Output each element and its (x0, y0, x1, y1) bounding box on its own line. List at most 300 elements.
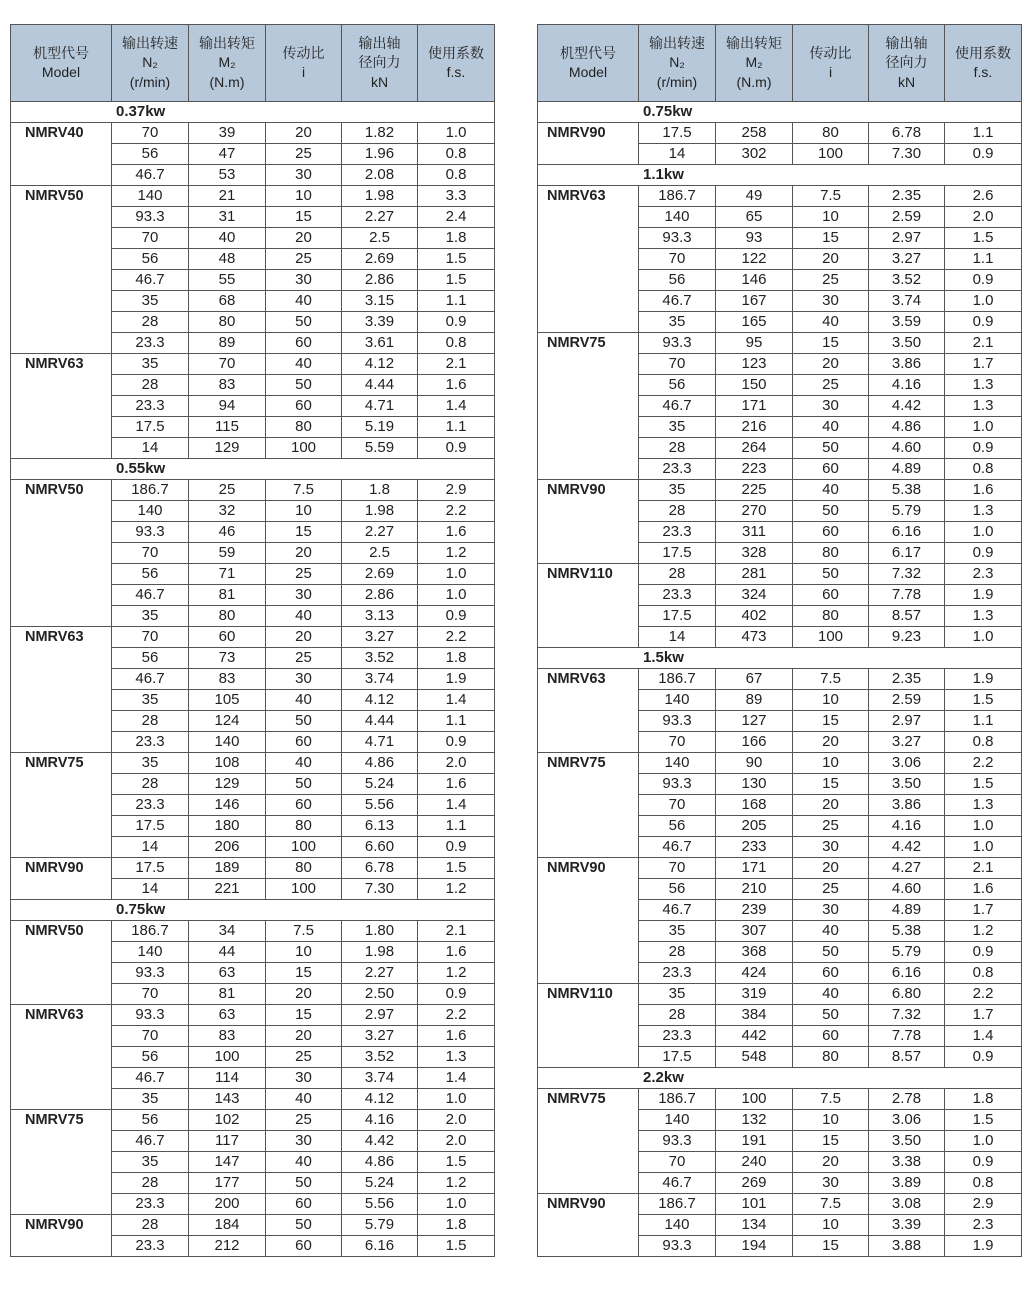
service-factor-cell: 1.0 (945, 837, 1022, 858)
speed-cell: 35 (639, 417, 716, 438)
ratio-cell: 50 (266, 711, 342, 732)
torque-cell: 270 (716, 501, 793, 522)
radial-force-cell: 2.97 (869, 711, 945, 732)
radial-force-cell: 2.35 (869, 669, 945, 690)
table-row (538, 123, 1022, 144)
radial-force-cell: 3.08 (869, 1194, 945, 1215)
service-factor-cell: 1.2 (418, 543, 495, 564)
power-rating-label: 1.1kw (538, 165, 1022, 186)
service-factor-cell: 1.2 (418, 1173, 495, 1194)
radial-force-cell: 4.44 (342, 711, 418, 732)
radial-force-cell: 2.5 (342, 228, 418, 249)
speed-cell: 70 (639, 354, 716, 375)
torque-cell: 124 (189, 711, 266, 732)
ratio-cell: 40 (793, 921, 869, 942)
ratio-cell: 80 (266, 417, 342, 438)
radial-force-cell: 7.30 (342, 879, 418, 900)
ratio-cell: 40 (266, 1089, 342, 1110)
service-factor-cell: 2.1 (945, 858, 1022, 879)
ratio-cell: 15 (793, 333, 869, 354)
torque-cell: 65 (716, 207, 793, 228)
speed-cell: 23.3 (112, 795, 189, 816)
service-factor-cell: 1.0 (945, 291, 1022, 312)
table-row (11, 186, 495, 207)
service-factor-cell: 0.9 (418, 837, 495, 858)
service-factor-cell: 2.2 (418, 1005, 495, 1026)
speed-cell: 70 (112, 228, 189, 249)
radial-force-cell: 5.38 (869, 480, 945, 501)
model-cell: NMRV90 (538, 480, 639, 564)
ratio-cell: 15 (266, 207, 342, 228)
ratio-cell: 15 (793, 711, 869, 732)
header-radial-force: 输出轴 径向力 kN (342, 25, 418, 102)
service-factor-cell: 1.5 (418, 270, 495, 291)
ratio-cell: 30 (793, 837, 869, 858)
service-factor-cell: 0.9 (418, 606, 495, 627)
service-factor-cell: 0.9 (418, 312, 495, 333)
radial-force-cell: 5.24 (342, 774, 418, 795)
service-factor-cell: 2.2 (418, 627, 495, 648)
torque-cell: 100 (189, 1047, 266, 1068)
speed-cell: 35 (112, 354, 189, 375)
ratio-cell: 10 (266, 186, 342, 207)
speed-cell: 46.7 (112, 270, 189, 291)
radial-force-cell: 6.60 (342, 837, 418, 858)
service-factor-cell: 2.2 (418, 501, 495, 522)
ratio-cell: 60 (266, 732, 342, 753)
selection-table-right (537, 24, 1021, 1257)
speed-cell: 23.3 (112, 1194, 189, 1215)
torque-cell: 46 (189, 522, 266, 543)
service-factor-cell: 1.6 (418, 1026, 495, 1047)
torque-cell: 127 (716, 711, 793, 732)
service-factor-cell: 1.0 (418, 1194, 495, 1215)
ratio-cell: 40 (266, 354, 342, 375)
header-ratio: 传动比 i (266, 25, 342, 102)
speed-cell: 14 (112, 438, 189, 459)
speed-cell: 23.3 (639, 963, 716, 984)
radial-force-cell: 4.86 (869, 417, 945, 438)
ratio-cell: 25 (266, 564, 342, 585)
radial-force-cell: 4.42 (342, 1131, 418, 1152)
ratio-cell: 15 (266, 522, 342, 543)
radial-force-cell: 7.78 (869, 585, 945, 606)
ratio-cell: 20 (266, 1026, 342, 1047)
radial-force-cell: 4.60 (869, 879, 945, 900)
header-model: 机型代号 Model (11, 25, 112, 102)
speed-cell: 56 (112, 1110, 189, 1131)
speed-cell: 35 (112, 1089, 189, 1110)
ratio-cell: 80 (793, 606, 869, 627)
service-factor-cell: 2.9 (418, 480, 495, 501)
speed-cell: 70 (112, 1026, 189, 1047)
service-factor-cell: 1.9 (945, 669, 1022, 690)
speed-cell: 140 (639, 753, 716, 774)
radial-force-cell: 4.60 (869, 438, 945, 459)
radial-force-cell: 2.86 (342, 270, 418, 291)
torque-cell: 424 (716, 963, 793, 984)
torque-cell: 31 (189, 207, 266, 228)
ratio-cell: 30 (793, 1173, 869, 1194)
speed-cell: 28 (639, 564, 716, 585)
torque-cell: 95 (716, 333, 793, 354)
ratio-cell: 100 (266, 438, 342, 459)
service-factor-cell: 0.9 (418, 984, 495, 1005)
torque-cell: 73 (189, 648, 266, 669)
speed-cell: 186.7 (112, 921, 189, 942)
ratio-cell: 100 (793, 144, 869, 165)
service-factor-cell: 1.6 (418, 522, 495, 543)
radial-force-cell: 3.50 (869, 1131, 945, 1152)
model-cell: NMRV63 (11, 354, 112, 459)
service-factor-cell: 2.1 (418, 921, 495, 942)
radial-force-cell: 4.44 (342, 375, 418, 396)
torque-cell: 191 (716, 1131, 793, 1152)
service-factor-cell: 1.1 (418, 291, 495, 312)
ratio-cell: 7.5 (266, 480, 342, 501)
radial-force-cell: 4.16 (869, 375, 945, 396)
model-cell: NMRV75 (538, 753, 639, 858)
model-cell: NMRV90 (11, 1215, 112, 1257)
speed-cell: 23.3 (639, 1026, 716, 1047)
torque-cell: 81 (189, 984, 266, 1005)
torque-cell: 180 (189, 816, 266, 837)
torque-cell: 184 (189, 1215, 266, 1236)
speed-cell: 23.3 (639, 459, 716, 480)
speed-cell: 93.3 (639, 228, 716, 249)
speed-cell: 56 (112, 249, 189, 270)
speed-cell: 35 (112, 753, 189, 774)
model-cell: NMRV110 (538, 984, 639, 1068)
power-rating-row (538, 1068, 1022, 1089)
torque-cell: 258 (716, 123, 793, 144)
ratio-cell: 20 (266, 543, 342, 564)
speed-cell: 35 (112, 1152, 189, 1173)
service-factor-cell: 2.3 (945, 564, 1022, 585)
radial-force-cell: 6.80 (869, 984, 945, 1005)
speed-cell: 14 (112, 837, 189, 858)
torque-cell: 115 (189, 417, 266, 438)
power-rating-label: 1.5kw (538, 648, 1022, 669)
radial-force-cell: 2.59 (869, 690, 945, 711)
ratio-cell: 60 (266, 795, 342, 816)
speed-cell: 186.7 (639, 1089, 716, 1110)
service-factor-cell: 0.8 (945, 963, 1022, 984)
power-rating-row (538, 102, 1022, 123)
torque-cell: 324 (716, 585, 793, 606)
model-cell: NMRV75 (538, 333, 639, 480)
ratio-cell: 100 (266, 837, 342, 858)
torque-cell: 473 (716, 627, 793, 648)
torque-cell: 34 (189, 921, 266, 942)
speed-cell: 35 (112, 291, 189, 312)
torque-cell: 205 (716, 816, 793, 837)
torque-cell: 94 (189, 396, 266, 417)
speed-cell: 56 (639, 270, 716, 291)
ratio-cell: 20 (266, 627, 342, 648)
service-factor-cell: 1.5 (945, 774, 1022, 795)
radial-force-cell: 3.88 (869, 1236, 945, 1257)
speed-cell: 28 (112, 312, 189, 333)
ratio-cell: 40 (793, 984, 869, 1005)
ratio-cell: 25 (266, 249, 342, 270)
torque-cell: 130 (716, 774, 793, 795)
speed-cell: 28 (639, 438, 716, 459)
service-factor-cell: 1.0 (418, 123, 495, 144)
radial-force-cell: 2.27 (342, 207, 418, 228)
torque-cell: 53 (189, 165, 266, 186)
torque-cell: 25 (189, 480, 266, 501)
ratio-cell: 7.5 (266, 921, 342, 942)
radial-force-cell: 3.15 (342, 291, 418, 312)
speed-cell: 93.3 (639, 333, 716, 354)
radial-force-cell: 3.39 (869, 1215, 945, 1236)
power-rating-row (538, 165, 1022, 186)
radial-force-cell: 3.74 (342, 669, 418, 690)
radial-force-cell: 4.42 (869, 837, 945, 858)
speed-cell: 186.7 (112, 480, 189, 501)
table-row (11, 1215, 495, 1236)
speed-cell: 186.7 (639, 1194, 716, 1215)
ratio-cell: 15 (793, 228, 869, 249)
service-factor-cell: 1.3 (418, 1047, 495, 1068)
speed-cell: 28 (112, 774, 189, 795)
speed-cell: 93.3 (112, 522, 189, 543)
radial-force-cell: 7.78 (869, 1026, 945, 1047)
service-factor-cell: 1.4 (418, 690, 495, 711)
service-factor-cell: 2.0 (945, 207, 1022, 228)
service-factor-cell: 2.2 (945, 984, 1022, 1005)
radial-force-cell: 3.27 (869, 249, 945, 270)
torque-cell: 117 (189, 1131, 266, 1152)
header-output-torque: 输出转矩 M₂ (N.m) (716, 25, 793, 102)
speed-cell: 14 (112, 879, 189, 900)
ratio-cell: 10 (793, 207, 869, 228)
service-factor-cell: 1.7 (945, 354, 1022, 375)
service-factor-cell: 1.4 (418, 1068, 495, 1089)
service-factor-cell: 1.6 (418, 774, 495, 795)
speed-cell: 28 (639, 942, 716, 963)
torque-cell: 81 (189, 585, 266, 606)
radial-force-cell: 1.82 (342, 123, 418, 144)
speed-cell: 46.7 (639, 837, 716, 858)
ratio-cell: 20 (793, 249, 869, 270)
radial-force-cell: 4.89 (869, 900, 945, 921)
table-row (538, 333, 1022, 354)
torque-cell: 147 (189, 1152, 266, 1173)
torque-cell: 129 (189, 438, 266, 459)
radial-force-cell: 2.97 (342, 1005, 418, 1026)
ratio-cell: 80 (266, 816, 342, 837)
torque-cell: 132 (716, 1110, 793, 1131)
service-factor-cell: 1.0 (945, 522, 1022, 543)
ratio-cell: 25 (793, 879, 869, 900)
speed-cell: 140 (112, 501, 189, 522)
service-factor-cell: 1.4 (418, 795, 495, 816)
speed-cell: 56 (639, 816, 716, 837)
model-cell: NMRV90 (538, 1194, 639, 1257)
radial-force-cell: 1.98 (342, 942, 418, 963)
ratio-cell: 30 (266, 669, 342, 690)
torque-cell: 105 (189, 690, 266, 711)
ratio-cell: 25 (266, 648, 342, 669)
radial-force-cell: 3.86 (869, 795, 945, 816)
table-row (538, 1194, 1022, 1215)
radial-force-cell: 1.98 (342, 501, 418, 522)
ratio-cell: 15 (793, 774, 869, 795)
power-rating-label: 0.37kw (11, 102, 495, 123)
speed-cell: 23.3 (639, 585, 716, 606)
service-factor-cell: 0.8 (945, 459, 1022, 480)
model-cell: NMRV75 (11, 753, 112, 858)
torque-cell: 80 (189, 312, 266, 333)
torque-cell: 311 (716, 522, 793, 543)
radial-force-cell: 1.80 (342, 921, 418, 942)
torque-cell: 150 (716, 375, 793, 396)
torque-cell: 122 (716, 249, 793, 270)
ratio-cell: 30 (266, 270, 342, 291)
speed-cell: 56 (639, 375, 716, 396)
torque-cell: 108 (189, 753, 266, 774)
speed-cell: 70 (639, 795, 716, 816)
speed-cell: 14 (639, 627, 716, 648)
service-factor-cell: 0.8 (418, 165, 495, 186)
speed-cell: 56 (112, 648, 189, 669)
header-radial-force: 输出轴 径向力 kN (869, 25, 945, 102)
speed-cell: 17.5 (639, 1047, 716, 1068)
radial-force-cell: 6.13 (342, 816, 418, 837)
ratio-cell: 40 (266, 753, 342, 774)
radial-force-cell: 2.97 (869, 228, 945, 249)
table-row (11, 753, 495, 774)
speed-cell: 35 (112, 690, 189, 711)
torque-cell: 368 (716, 942, 793, 963)
radial-force-cell: 3.52 (869, 270, 945, 291)
ratio-cell: 60 (266, 1236, 342, 1257)
speed-cell: 17.5 (639, 606, 716, 627)
service-factor-cell: 1.8 (945, 1089, 1022, 1110)
torque-cell: 223 (716, 459, 793, 480)
speed-cell: 23.3 (112, 732, 189, 753)
table-row (538, 186, 1022, 207)
service-factor-cell: 1.1 (945, 711, 1022, 732)
service-factor-cell: 1.6 (418, 942, 495, 963)
radial-force-cell: 2.35 (869, 186, 945, 207)
service-factor-cell: 2.1 (418, 354, 495, 375)
ratio-cell: 30 (793, 900, 869, 921)
radial-force-cell: 4.89 (869, 459, 945, 480)
service-factor-cell: 1.7 (945, 1005, 1022, 1026)
speed-cell: 56 (639, 879, 716, 900)
power-rating-row (11, 102, 495, 123)
torque-cell: 67 (716, 669, 793, 690)
torque-cell: 134 (716, 1215, 793, 1236)
speed-cell: 23.3 (112, 1236, 189, 1257)
torque-cell: 83 (189, 669, 266, 690)
ratio-cell: 80 (793, 123, 869, 144)
speed-cell: 46.7 (112, 1131, 189, 1152)
radial-force-cell: 3.06 (869, 753, 945, 774)
radial-force-cell: 5.59 (342, 438, 418, 459)
speed-cell: 140 (112, 186, 189, 207)
radial-force-cell: 3.50 (869, 333, 945, 354)
ratio-cell: 15 (266, 1005, 342, 1026)
ratio-cell: 25 (793, 270, 869, 291)
ratio-cell: 50 (266, 312, 342, 333)
speed-cell: 23.3 (639, 522, 716, 543)
torque-cell: 63 (189, 963, 266, 984)
radial-force-cell: 3.39 (342, 312, 418, 333)
ratio-cell: 100 (266, 879, 342, 900)
torque-cell: 212 (189, 1236, 266, 1257)
torque-cell: 40 (189, 228, 266, 249)
ratio-cell: 7.5 (793, 1194, 869, 1215)
gear-motor-table-right (537, 24, 1022, 1257)
speed-cell: 140 (639, 690, 716, 711)
ratio-cell: 40 (266, 291, 342, 312)
ratio-cell: 10 (793, 1110, 869, 1131)
service-factor-cell: 1.2 (418, 963, 495, 984)
service-factor-cell: 1.9 (945, 1236, 1022, 1257)
radial-force-cell: 3.52 (342, 1047, 418, 1068)
radial-force-cell: 6.16 (342, 1236, 418, 1257)
ratio-cell: 50 (266, 375, 342, 396)
radial-force-cell: 3.06 (869, 1110, 945, 1131)
speed-cell: 186.7 (639, 669, 716, 690)
ratio-cell: 25 (793, 375, 869, 396)
ratio-cell: 80 (266, 858, 342, 879)
service-factor-cell: 1.0 (945, 816, 1022, 837)
ratio-cell: 25 (266, 1047, 342, 1068)
radial-force-cell: 3.74 (342, 1068, 418, 1089)
torque-cell: 32 (189, 501, 266, 522)
service-factor-cell: 1.5 (945, 228, 1022, 249)
service-factor-cell: 1.0 (945, 1131, 1022, 1152)
ratio-cell: 15 (266, 963, 342, 984)
torque-cell: 167 (716, 291, 793, 312)
radial-force-cell: 4.42 (869, 396, 945, 417)
header-model: 机型代号 Model (538, 25, 639, 102)
torque-cell: 49 (716, 186, 793, 207)
speed-cell: 17.5 (112, 858, 189, 879)
ratio-cell: 25 (266, 1110, 342, 1131)
radial-force-cell: 2.69 (342, 564, 418, 585)
speed-cell: 35 (639, 480, 716, 501)
radial-force-cell: 5.79 (869, 501, 945, 522)
torque-cell: 101 (716, 1194, 793, 1215)
power-rating-label: 0.75kw (11, 900, 495, 921)
selection-table-left (10, 24, 494, 1257)
table-row (11, 1110, 495, 1131)
speed-cell: 70 (112, 984, 189, 1005)
radial-force-cell: 5.56 (342, 1194, 418, 1215)
torque-cell: 200 (189, 1194, 266, 1215)
speed-cell: 46.7 (112, 165, 189, 186)
service-factor-cell: 2.0 (418, 753, 495, 774)
radial-force-cell: 4.86 (342, 753, 418, 774)
ratio-cell: 10 (793, 690, 869, 711)
radial-force-cell: 2.86 (342, 585, 418, 606)
torque-cell: 206 (189, 837, 266, 858)
service-factor-cell: 1.4 (418, 396, 495, 417)
radial-force-cell: 4.71 (342, 396, 418, 417)
radial-force-cell: 3.89 (869, 1173, 945, 1194)
radial-force-cell: 3.27 (342, 627, 418, 648)
model-cell: NMRV75 (538, 1089, 639, 1194)
service-factor-cell: 0.8 (945, 732, 1022, 753)
ratio-cell: 100 (793, 627, 869, 648)
speed-cell: 35 (639, 921, 716, 942)
